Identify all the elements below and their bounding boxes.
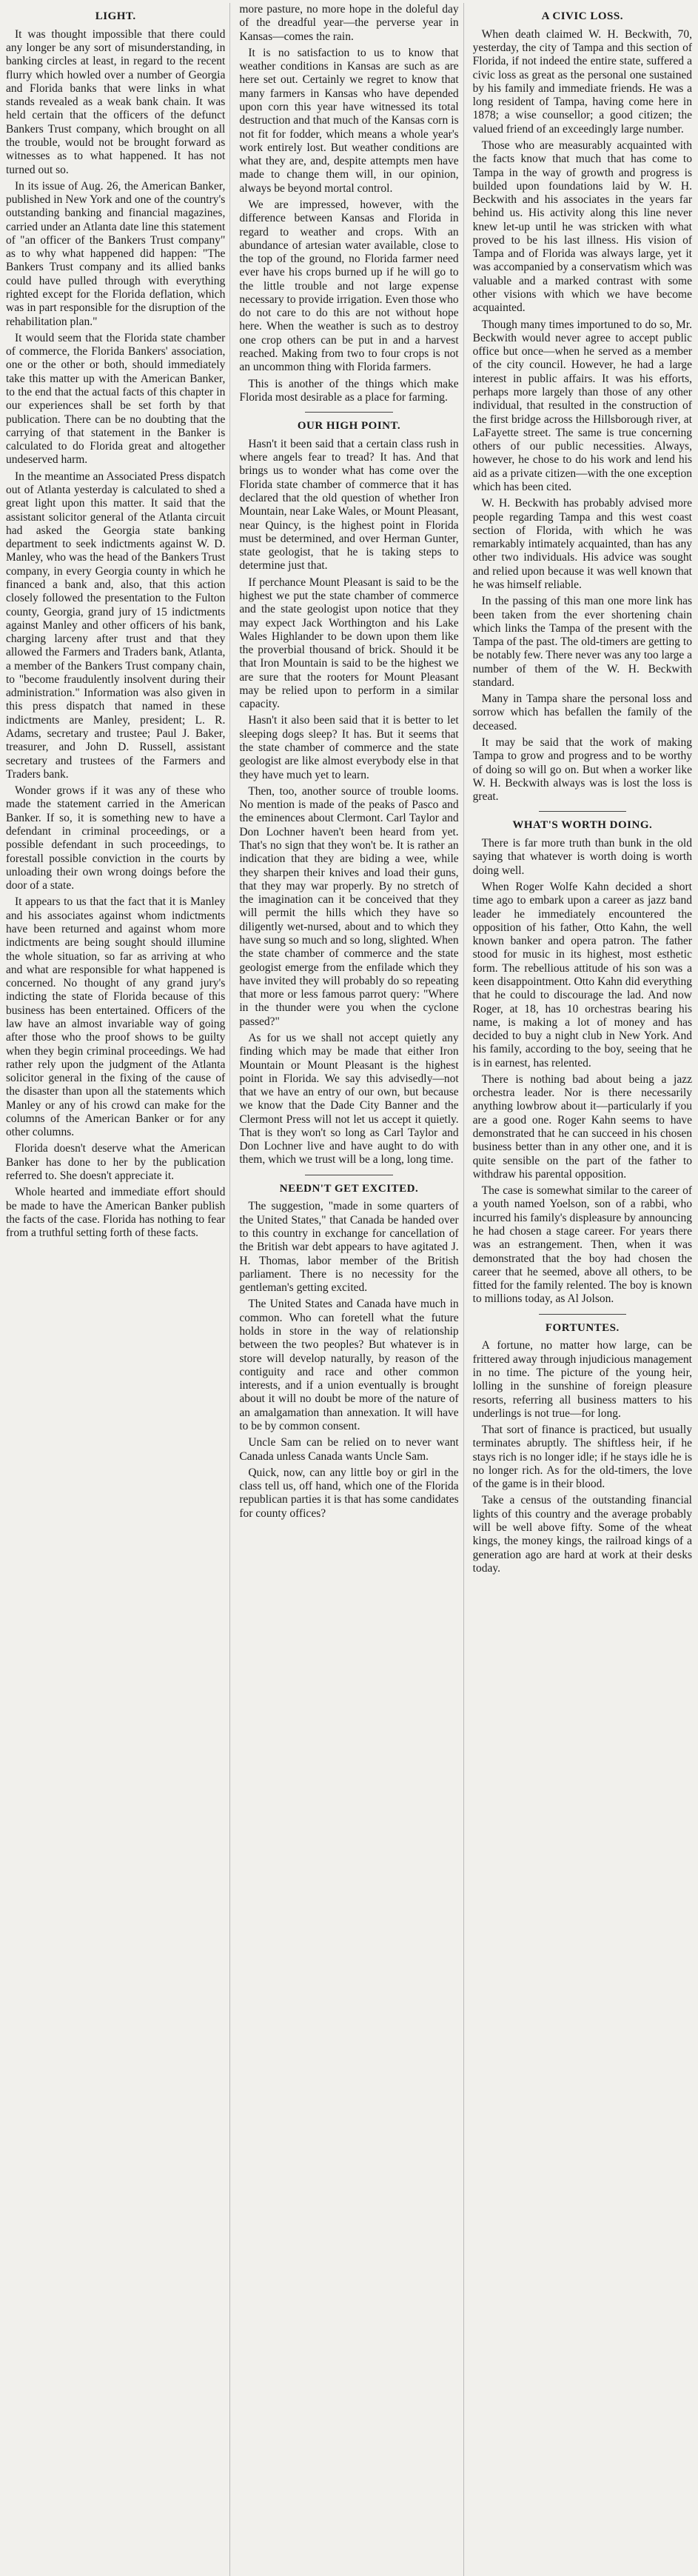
paragraph: In the passing of this man one more link has been taken from the ever shortening chain which links the Tampa of the present with the Tampa of the past. The old-timers are getting to be notably few. There never was any too large a number of them of the W. H. Beckwith standard.: [472, 595, 692, 689]
column-text: [6, 10, 225, 1240]
paragraph: Hasn't it also been said that it is better to let sleeping dogs sleep? It has. But it seems that the state chamber of commerce and the state geologist are like almost everybody else in that they have much yet to learn.: [239, 714, 459, 781]
paragraph: This is another of the things which make Florida most desirable as a place for farming.: [239, 377, 459, 404]
paragraph: The case is somewhat similar to the career of a youth named Yoelson, son of a rabbi, who incurred his family's displeasure by announcing he had chosen a stage career. For years there was an estrangement. Then, when it was demonstrated that the boy had chosen the career that he seemed, above all others, to be fitted for the family relented. The boy is known to millions today, as Al Jolson.: [472, 1184, 692, 1306]
paragraph: Though many times importuned to do so, Mr. Beckwith would never agree to accept public office but once—when he served as a member of the city council. However, he had a large interest in public affairs. It was his efforts, perhaps more largely than those of any other individual, that resulted in the construction of the first bridge across the Hillsborough river, at LaFayette street. The same is true concerning others of our public necessities. Always, however, he chose to do his work and lend his aid as a private citizen—with the one exception which has been cited.: [472, 318, 692, 493]
paragraph: more pasture, no more hope in the doleful day of the dreadful year—the perverse year in Kansas—comes the rain.: [239, 3, 459, 43]
article-continued: [239, 3, 458, 404]
paragraph: It would seem that the Florida state chamber of commerce, the Florida Bankers' association, one or the other or both, should immediately take this matter up with the American Banker, to the end that the actual facts of this chapter in our experiences shall be set forth by that publication. There can be no doubting that the carrying of that statement in the Banker is calculated to do Florida great and altogether undeserved harm.: [6, 331, 226, 467]
column-middle: [239, 3, 463, 2576]
headline: LIGHT.: [95, 10, 136, 22]
paragraph: The United States and Canada have much in common. Who can foretell what the future holds in store in the way of relationship between the two peoples? But whatever is in store will develop naturally, by reason of the contiguity and race and other common interests, and if a union eventually is brought about it will no doubt be more of the nature of an amalgamation than annexation. It will have to be by common consent.: [239, 1298, 459, 1432]
paragraph: It was thought impossible that there could any longer be any sort of misunderstanding, in banking circles at least, in regard to the recent flurry which howled over a number of Georgia and Florida banks that were links in what stands revealed as a weak bank chain. It was held certain that the officers of the defunct Bankers Trust company, which brought on all the trouble, would not be brought forward as witnesses as to what happened. It has not turned out so.: [6, 27, 226, 176]
paragraph: It may be said that the work of making Tampa to grow and progress and to be worthy of doing so will go on. But when a worker like W. H. Beckwith always was is lost the loss is great.: [472, 736, 692, 804]
headline: FORTUNTES.: [545, 1321, 620, 1334]
paragraph: A fortune, no matter how large, can be frittered away through injudicious management in no time. The picture of the young heir, lolling in the sunshine of foreign pleasure resorts, referring all business matters to his underlings is not true—for long.: [472, 1339, 692, 1420]
paragraph: When death claimed W. H. Beckwith, 70, yesterday, the city of Tampa and this section of Florida, if not indeed the entire state, suffered a civic loss as great as the personal one sustained by his family and immediate friends. He was a long resident of Tampa, having come here in 1878; a wise counsellor; a good citizen; the valued friend of an exceedingly large number.: [472, 27, 692, 136]
paragraph: If perchance Mount Pleasant is said to be the highest we put the state chamber of commerce and the state geologist upon notice that they may expect Jack Worthington and his Lake Wales Highlander to be down upon them like the proverbial thousand of brick. Should it be that Iron Mountain is said to be the highest we are sure that the rooters for Mount Pleasant may be relied upon to perform in a similar capacity.: [239, 575, 459, 711]
paragraph: In its issue of Aug. 26, the American Banker, published in New York and one of the country's outstanding banking and financial magazines, carried under an Atlanta date line this statement of "an officer of the Bankers Trust company" as to why what happened did happen: "The Bankers Trust company and its allied banks could have pulled through with everything righted except for the Florida deflation, which was in part responsible for the disruption of the rehabilitation plan.": [6, 179, 226, 328]
paragraph: Whole hearted and immediate effort should be made to have the American Banker publish the facts of the case. Florida has nothing to fear from a truthful setting forth of these facts.: [6, 1186, 226, 1240]
article-light: [6, 10, 225, 1240]
column-left: [6, 3, 230, 2576]
paragraph: Quick, now, can any little boy or girl in the class tell us, off hand, which one of the Florida republican parties it is that has some candidates for county offices?: [239, 1466, 459, 1520]
paragraph: The suggestion, "made in some quarters of the United States," that Canada be handed over to this country in exchange for cancellation of the British war debt appears to have agitated J. H. Thomas, labor member of the British parliament. There is no necessity for the gentleman's getting excited.: [239, 1200, 459, 1295]
article-fortuntes: [473, 1314, 692, 1575]
headline: OUR HIGH POINT.: [297, 420, 401, 433]
article-needn-t-get-excited: [239, 1175, 458, 1521]
paragraph: There is nothing bad about being a jazz orchestra leader. Nor is there necessarily anything lowbrow about it—particularly if you are a good one. Roger Kahn seems to have demonstrated that he can succeed in his chosen business better than in any other one, and it is quite sensible on the part of the father to withdraw his parental opposition.: [472, 1072, 692, 1181]
paragraph: Hasn't it been said that a certain class rush in where angels fear to tread? It has. And that brings us to wonder what has come over the Florida state chamber of commerce that it has declared that the old question of whether Iron Mountain, near Lake Wales, or Mount Pleasant, near Quincy, is the highest point in Florida must be determined, and over Herman Gunter, state geologist, that he is taking steps to determine just that.: [239, 437, 459, 573]
column-text: [239, 3, 458, 1521]
column-text: [473, 10, 692, 1575]
paragraph: In the meantime an Associated Press dispatch out of Atlanta yesterday is calculated to shed a great light upon this matter. It said that the assistant solicitor general of the Atlanta circuit had asked the Georgia state banking department to seek indictments against W. D. Manley, who was the head of the Bankers Trust company, in every Georgia county in which he financed a bank and, also, that this action closely followed the presentation to the Fulton county, Georgia, grand jury of 15 indictments against Manley and other officers of his bank, charging larceny after trust and that they allowed the Farmers and Traders bank, Atlanta, a member of the Bankers Trust company chain, to "become fraudulently insolvent during their administration." Information was also given in this press dispatch that named in these indictments are Manley, president; L. R. Adams, secretary and trustee; Paul J. Baker, treasurer, and John D. Russell, assistant secretary and trustees of the Farmers and Traders bank.: [6, 470, 226, 781]
paragraph: There is far more truth than bunk in the old saying that whatever is worth doing is worth doing well.: [472, 837, 692, 877]
paragraph: We are impressed, however, with the difference between Kansas and Florida in regard to weather and crops. With an abundance of artesian water available, close to the top of the ground, no Florida farmer need ever have his crops burned up if he will go to the little trouble and not large expense necessary to provide irrigation. Even those who do not care to do this are not without hope here. When the weather is such as to destroy one crop others can be put in and a harvest reached. Making from two to four crops is not an uncommon thing with Florida farmers.: [239, 198, 459, 374]
paragraph: Uncle Sam can be relied on to never want Canada unless Canada wants Uncle Sam.: [239, 1436, 459, 1463]
article-our-high-point: [239, 412, 458, 1167]
headline: WHAT'S WORTH DOING.: [512, 819, 653, 832]
paragraph: As for us we shall not accept quietly any finding which may be made that either Iron Mountain or Mount Pleasant is the highest point in Florida. We say this advisedly—not that we have an entry of our own, but because we know that the Dade City Banner and the Clermont Press will not let us accept it quietly. That is they won't so long as Carl Taylor and Don Lochner live and have aught to do with them, which we trust will be a long, long time.: [239, 1031, 459, 1167]
paragraph: Wonder grows if it was any of these who made the statement carried in the American Banker. If so, it is something new to have a defendant in criminal proceedings, or a possible defendant in such proceedings, to forestall possible conviction in the courts by unloading their own wrong doings before the door of a state.: [6, 784, 226, 892]
paragraph: Those who are measurably acquainted with the facts know that much that has come to Tampa in the way of growth and progress is builded upon foundations laid by W. H. Beckwith and his associates in the years far behind us. His activity along this line never knew let-up until he was stricken with what proved to be his last illness. His vision of Tampa and of Florida was always large, yet it was accompanied by a conservatism which was valuable and a marked contrast with some other visions with which we have become acquainted.: [472, 139, 692, 315]
headline: A CIVIC LOSS.: [541, 10, 623, 22]
article-divider: [539, 811, 627, 812]
paragraph: Many in Tampa share the personal loss and sorrow which has befallen the family of the deceased.: [472, 693, 692, 733]
article-divider: [305, 412, 393, 413]
paragraph: It is no satisfaction to us to know that weather conditions in Kansas are such as are here set out. Certainly we regret to know that many farmers in Kansas who have depended upon corn this year have witnessed its total destruction and that much of the Kansas corn is not fit for fodder, which means a whole year's work entirely lost. But weather conditions are what they are, and, despite attempts men have made to change them will, in our opinion, always be beyond mortal control.: [239, 46, 459, 195]
paragraph: W. H. Beckwith has probably advised more people regarding Tampa and this west coast section of Florida, with which he was remarkably intimately acquainted, than has any other two individuals. His advice was sought and relied upon because it was well known that he was himself reliable.: [472, 497, 692, 591]
paragraph: It appears to us that the fact that it is Manley and his associates against whom indictments have been returned and against whom more indictments are being sought should illumine the whole situation, so far as arriving at who and what are responsible for what happened is concerned. No thought of any grand jury's indicting the state of Florida because of this business has been entertained. Officers of the law have an almost invariable way of going after those who the proof shows to be guilty when they begin criminal proceedings. We had rather rely upon the judgment of the Atlanta solicitor general in the fixing of the cause of the disaster than upon all the statements which Manley or any of his crowd can make for the columns of the American Banker or for any other columns.: [6, 895, 226, 1139]
paragraph: Take a census of the outstanding financial lights of this country and the average probably will be well above fifty. Some of the wheat kings, the money kings, the railroad kings of a generation ago are hard at work at their desks today.: [472, 1494, 692, 1575]
article-a-civic-loss: [473, 10, 692, 804]
column-right: [473, 3, 692, 2576]
headline: NEEDN'T GET EXCITED.: [279, 1182, 419, 1195]
paragraph: Then, too, another source of trouble looms. No mention is made of the peaks of Pasco and the eminences about Clermont. Carl Taylor and Don Lochner haven't been heard from yet. That's no sign that they won't be. It is rather an indication that they are biding a wee, while they sharpen their knives and load their guns, that they may war properly. By no stretch of the imagination can it be conceived that they will permit the hills which they have so diligently wet-nursed, about and to which they have sung so much and so long, slighted. When the state chamber of commerce and the state geologist emerge from the enfilade which they have invited they will probably do so repeating that more or less famous parrot query: "Where in the thunder were you when the cyclone passed?": [239, 784, 459, 1028]
paragraph: When Roger Wolfe Kahn decided a short time ago to embark upon a career as jazz band leader he immediately encountered the opposition of his father, Otto Kahn, the well known banker and opera patron. The father stood for music in its highest, most esthetic form. The rebellious attitude of his son was a keen disappointment. Otto Kahn did everything that he could to discourage the lad. And now Roger, at 18, has 10 orchestras bearing his name, is making a lot of money and has decided to buy a night club in New York. And his family, according to the boy, seeing that he is in earnest, has relented.: [472, 880, 692, 1070]
paragraph: Florida doesn't deserve what the American Banker has done to her by the publication referred to. She doesn't appreciate it.: [6, 1142, 226, 1183]
article-what-s-worth-doing: [473, 811, 692, 1306]
article-divider: [539, 1314, 627, 1315]
paragraph: That sort of finance is practiced, but usually terminates abruptly. The shiftless heir, if he stays rich is no longer idle; if he stays idle he is no longer rich. As for the old-timers, the love of the game is in their blood.: [472, 1424, 692, 1491]
